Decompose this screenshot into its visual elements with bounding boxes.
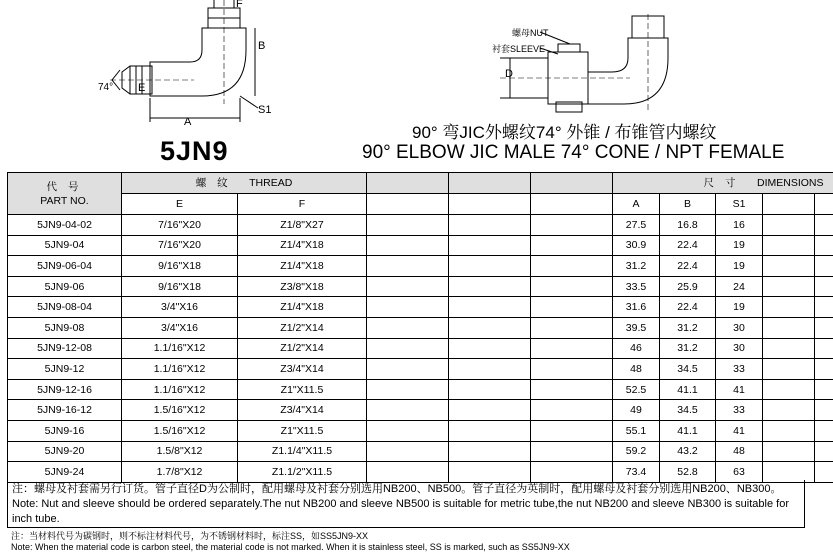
cell-dim-s1: 24 [716,276,763,297]
cell-blank [367,441,449,462]
cell-blank [815,235,833,256]
table-body [8,215,833,483]
cell-blank [449,338,531,359]
cell-part-no: 5JN9-24 [8,462,122,483]
cell-dim-a: 48 [613,359,660,380]
cell-thread-f: Z1.1/2"X11.5 [238,462,367,483]
header-blank [763,194,815,215]
cell-blank [367,317,449,338]
cell-blank [449,235,531,256]
cell-part-no: 5JN9-08 [8,317,122,338]
header-thread-en: THREAD [249,177,293,189]
nut-label: 螺母NUT [512,28,549,38]
cell-blank [531,400,613,421]
product-code: 5JN9 [160,136,229,166]
cell-dim-s1: 41 [716,420,763,441]
cell-blank [531,276,613,297]
cell-thread-e: 1.5/16"X12 [122,420,238,441]
header-dimensions [613,173,833,194]
cell-blank [763,317,815,338]
cell-thread-e: 1.1/16"X12 [122,359,238,380]
cell-blank [763,297,815,318]
table-row [8,338,833,359]
header-col-s1: S1 [716,194,763,215]
header-blank [815,194,833,215]
table-header-row-1 [8,173,833,194]
cell-blank [449,215,531,236]
cell-dim-a: 73.4 [613,462,660,483]
header-blank [531,194,613,215]
cell-part-no: 5JN9-06 [8,276,122,297]
cell-part-no: 5JN9-16-12 [8,400,122,421]
cell-blank [763,441,815,462]
cell-blank [763,400,815,421]
cell-blank [449,379,531,400]
table-row [8,297,833,318]
table-row [8,317,833,338]
cell-dim-b: 31.2 [660,317,716,338]
cell-blank [815,359,833,380]
sleeve-label: 衬套SLEEVE [492,44,546,54]
table-row [8,359,833,380]
cell-blank [367,359,449,380]
cell-dim-s1: 30 [716,317,763,338]
cell-dim-b: 41.1 [660,420,716,441]
cell-dim-s1: 41 [716,379,763,400]
cell-blank [531,317,613,338]
cell-blank [763,338,815,359]
cell-blank [367,215,449,236]
cell-blank [367,379,449,400]
table-row [8,276,833,297]
cell-blank [815,441,833,462]
spec-table [7,172,833,483]
cell-part-no: 5JN9-06-04 [8,256,122,277]
angle-label: 74° [98,82,114,93]
cell-thread-f: Z1.1/4"X11.5 [238,441,367,462]
cell-dim-s1: 16 [716,215,763,236]
cell-thread-e: 9/16"X18 [122,256,238,277]
cell-dim-b: 16.8 [660,215,716,236]
cell-blank [815,256,833,277]
cell-dim-a: 59.2 [613,441,660,462]
cell-dim-a: 33.5 [613,276,660,297]
cell-part-no: 5JN9-08-04 [8,297,122,318]
title-english: 90° ELBOW JIC MALE 74° CONE / NPT FEMALE [362,142,785,163]
header-blank [531,173,613,194]
header-part-no [8,173,122,215]
cell-dim-a: 27.5 [613,215,660,236]
dim-label-s1: S1 [258,104,272,116]
material-note-cn: 注：当材料代号为碳钢时，则不标注材料代号，为不锈钢材料时，标注SS，如SS5JN9-XX [11,531,369,541]
cell-dim-b: 34.5 [660,359,716,380]
cell-dim-s1: 33 [716,400,763,421]
cell-thread-f: Z1/2"X14 [238,338,367,359]
cell-thread-f: Z1/2"X14 [238,317,367,338]
cell-dim-a: 55.1 [613,420,660,441]
cell-thread-e: 1.5/8"X12 [122,441,238,462]
table-row [8,400,833,421]
dim-label-d: D [505,68,513,80]
cell-dim-s1: 19 [716,297,763,318]
cell-blank [763,379,815,400]
cell-blank [531,256,613,277]
cell-dim-b: 41.1 [660,379,716,400]
cell-blank [531,235,613,256]
cell-thread-e: 1.1/16"X12 [122,338,238,359]
header-thread-cn: 螺 纹 [195,177,232,189]
header-dim-en: DIMENSIONS [756,177,824,189]
header-blank [367,194,449,215]
cell-blank [449,441,531,462]
cell-blank [449,297,531,318]
cell-blank [763,276,815,297]
cell-blank [815,420,833,441]
material-note-en: Note: When the material code is carbon steel, the material code is not marked. When it is stainless steel, SS is marked, such as SS5JN9-XX [11,542,570,552]
title-chinese: 90° 弯JIC外螺纹74° 外锥 / 布锥管内螺纹 [412,123,717,142]
table-row [8,420,833,441]
cell-thread-e: 1.7/8"X12 [122,462,238,483]
cell-thread-f: Z1/4"X18 [238,297,367,318]
material-note [7,531,809,553]
note-en: Note: Nut and sleeve should be ordered separately.The nut NB200 and sleeve NB500 is suitable for metric tube,the nut NB200 and sleeve NB300 is suitable for inch tube. [12,498,789,525]
cell-thread-f: Z1/4"X18 [238,235,367,256]
table-row [8,379,833,400]
cell-dim-s1: 63 [716,462,763,483]
cell-dim-s1: 19 [716,256,763,277]
cell-blank [531,420,613,441]
cell-thread-f: Z3/8"X18 [238,276,367,297]
cell-dim-b: 34.5 [660,400,716,421]
cell-blank [449,256,531,277]
cell-blank [449,359,531,380]
cell-dim-b: 52.8 [660,462,716,483]
cell-blank [815,276,833,297]
cell-dim-s1: 30 [716,338,763,359]
cell-blank [815,400,833,421]
cell-part-no: 5JN9-12 [8,359,122,380]
cell-thread-e: 3/4"X16 [122,317,238,338]
cell-thread-f: Z3/4"X14 [238,400,367,421]
header-col-e: E [122,194,238,215]
dim-label-b: B [258,40,266,52]
dim-label-f: F [236,0,243,10]
header-thread [122,173,367,194]
cell-blank [815,379,833,400]
header-col-a: A [613,194,660,215]
cell-thread-e: 1.5/16"X12 [122,400,238,421]
cell-blank [367,338,449,359]
cell-blank [367,420,449,441]
cell-part-no: 5JN9-20 [8,441,122,462]
cell-dim-a: 39.5 [613,317,660,338]
cell-dim-b: 22.4 [660,235,716,256]
cell-thread-f: Z1"X11.5 [238,379,367,400]
cell-blank [449,276,531,297]
cell-blank [367,276,449,297]
cell-thread-e: 7/16"X20 [122,235,238,256]
cell-thread-e: 9/16"X18 [122,276,238,297]
cell-blank [367,256,449,277]
cell-part-no: 5JN9-04-02 [8,215,122,236]
cell-blank [815,317,833,338]
dim-label-a: A [184,116,192,128]
cell-dim-s1: 19 [716,235,763,256]
cell-blank [367,400,449,421]
table-row [8,441,833,462]
cell-blank [763,215,815,236]
notes-box [7,480,805,528]
cell-blank [531,338,613,359]
cell-blank [815,297,833,318]
cell-thread-e: 7/16"X20 [122,215,238,236]
cell-thread-e: 3/4"X16 [122,297,238,318]
header-blank [449,173,531,194]
cell-blank [449,420,531,441]
cell-dim-a: 46 [613,338,660,359]
cell-thread-f: Z1/4"X18 [238,256,367,277]
cell-dim-b: 25.9 [660,276,716,297]
cell-thread-f: Z1/8"X27 [238,215,367,236]
cell-dim-b: 22.4 [660,297,716,318]
header-col-b: B [660,194,716,215]
header-blank [367,173,449,194]
cell-thread-f: Z3/4"X14 [238,359,367,380]
cell-blank [815,215,833,236]
cell-part-no: 5JN9-12-08 [8,338,122,359]
cell-blank [367,235,449,256]
cell-blank [815,462,833,483]
cell-blank [763,256,815,277]
cell-blank [531,215,613,236]
cell-dim-a: 31.2 [613,256,660,277]
cell-part-no: 5JN9-16 [8,420,122,441]
cell-blank [367,297,449,318]
note-cn: 注：螺母及衬套需另行订货。管子直径D为公制时，配用螺母及衬套分别选用NB200、NB500。管子直径为英制时，配用螺母及衬套分别选用NB200、NB300。 [12,483,782,495]
cell-blank [815,338,833,359]
cell-blank [531,297,613,318]
header-col-f: F [238,194,367,215]
table-row [8,235,833,256]
cell-dim-b: 43.2 [660,441,716,462]
cell-dim-b: 22.4 [660,256,716,277]
cell-dim-s1: 33 [716,359,763,380]
cell-dim-a: 52.5 [613,379,660,400]
cell-thread-e: 1.1/16"X12 [122,379,238,400]
table-header-row-2 [8,194,833,215]
table-row [8,215,833,236]
cell-blank [531,359,613,380]
table-row [8,256,833,277]
header-part-no-en: PART NO. [40,194,89,207]
cell-dim-b: 31.2 [660,338,716,359]
cell-dim-a: 30.9 [613,235,660,256]
cell-part-no: 5JN9-12-16 [8,379,122,400]
cell-blank [531,379,613,400]
cell-blank [449,317,531,338]
cell-dim-s1: 48 [716,441,763,462]
cell-blank [449,400,531,421]
cell-blank [763,420,815,441]
cell-thread-f: Z1"X11.5 [238,420,367,441]
header-blank [449,194,531,215]
header-part-no-cn: 代 号 [46,180,83,193]
cell-blank [763,235,815,256]
header-dim-cn: 尺 寸 [703,177,740,189]
cell-dim-a: 49 [613,400,660,421]
dim-label-e: E [138,82,146,94]
cell-part-no: 5JN9-04 [8,235,122,256]
cell-blank [531,441,613,462]
cell-blank [763,359,815,380]
cell-dim-a: 31.6 [613,297,660,318]
